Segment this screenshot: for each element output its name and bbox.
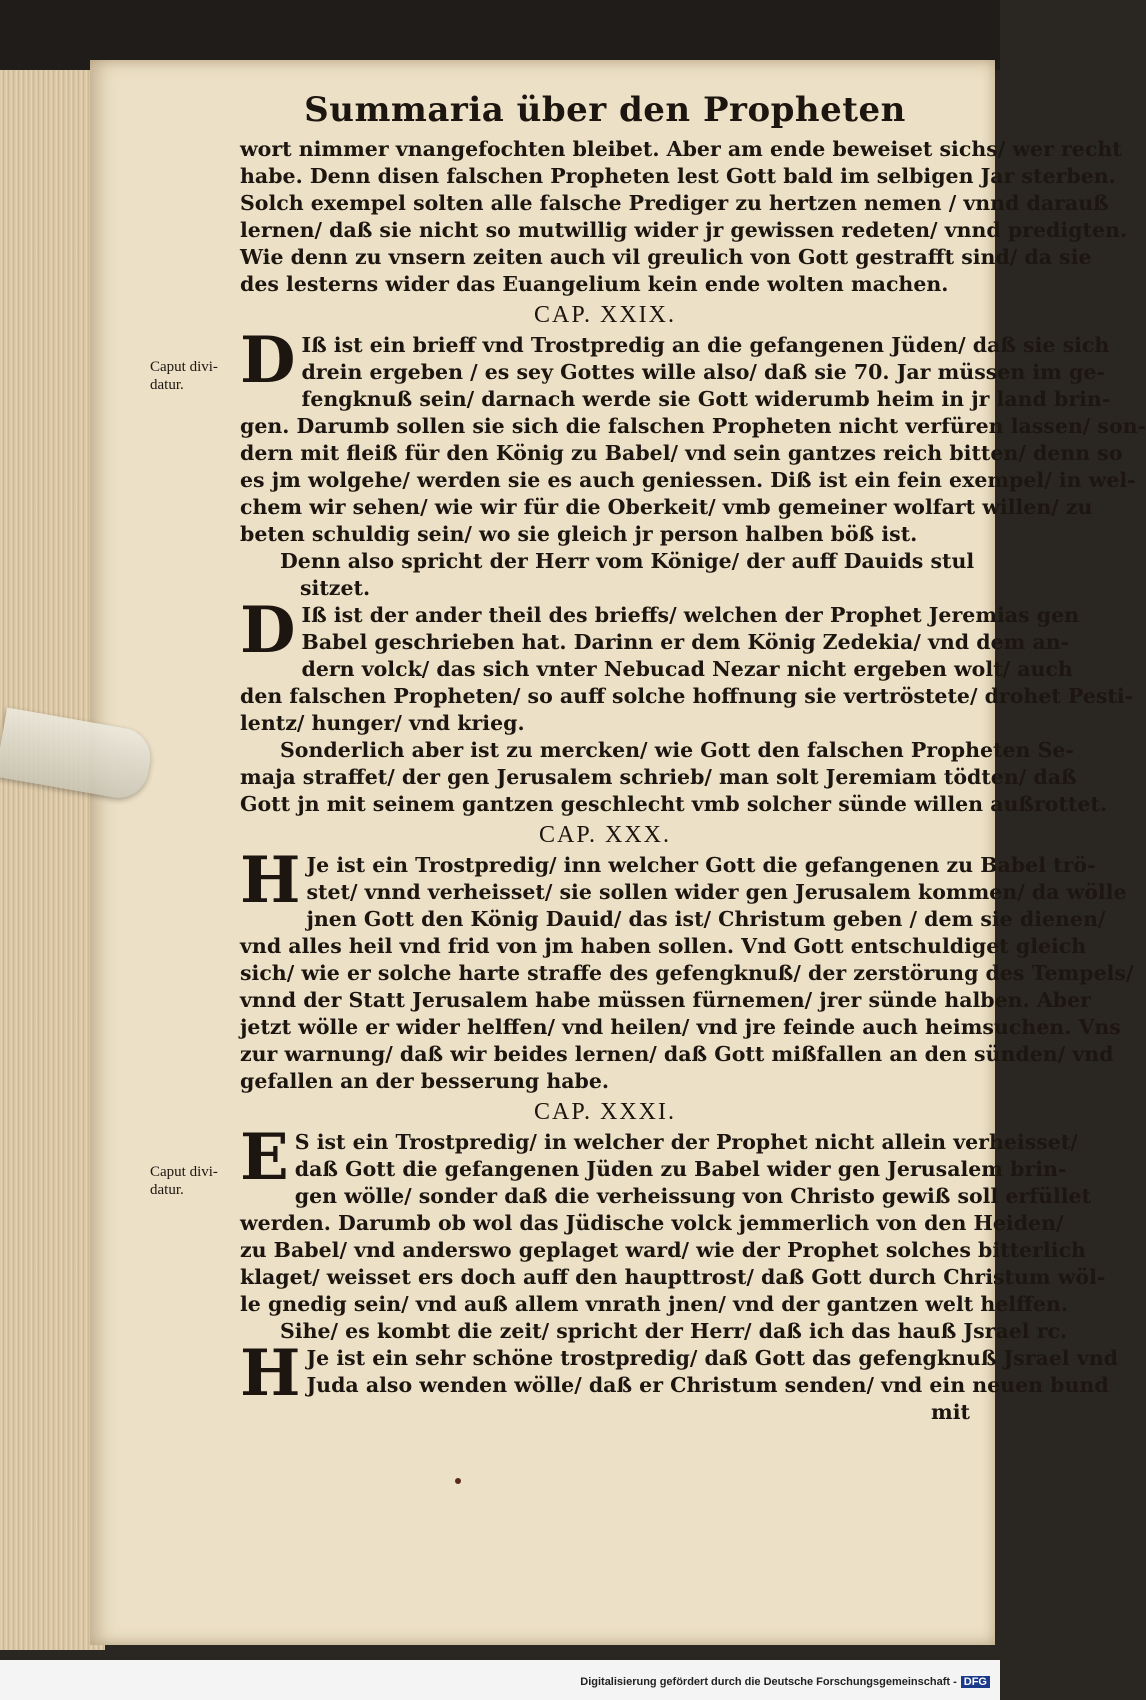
text-line: Gott jn mit seinem gantzen geschlecht vmb solcher sünde willen außrottet. — [240, 792, 1108, 816]
text-line: jnen Gott den König Dauid/ das ist/ Christum geben / dem sie dienen/ — [306, 907, 1106, 931]
text-line: gen. Darumb sollen sie sich die falschen Propheten nicht verfüren lassen/ son- — [240, 414, 1146, 438]
catchword: mit — [931, 1400, 970, 1424]
text-line: Juda also wenden wölle/ daß er Christum senden/ vnd ein neuen bund — [306, 1373, 1109, 1397]
cap31-paragraph-2 — [240, 1336, 1119, 1411]
ink-spot — [455, 1478, 461, 1484]
text-line: Wie denn zu vnsern zeiten auch vil greulich von Gott gestrafft sind/ da sie — [240, 245, 1092, 269]
verse-line: Denn also spricht der Herr vom Könige/ der auff Dauids stul — [280, 549, 975, 573]
text-line: drein ergeben / es sey Gottes wille also/ daß sie 70. Jar müssen im ge- — [301, 360, 1105, 384]
text-line: maja straffet/ der gen Jerusalem schrieb/ man solt Jeremiam tödten/ daß — [240, 765, 1077, 789]
cap29-paragraph-1 — [240, 323, 1146, 548]
text-line: zu Babel/ vnd anderswo geplaget ward/ wie der Prophet solches bitterlich — [240, 1238, 1086, 1262]
chapter-heading-31: CAP. XXXI. — [533, 1099, 676, 1125]
page-text — [240, 90, 1146, 1426]
intro-paragraph — [240, 136, 1128, 298]
drop-initial: H — [240, 843, 301, 918]
text-line: jetzt wölle er wider helffen/ vnd heilen/ vnd jre feinde auch heimsuchen. Vns — [240, 1015, 1121, 1039]
verse-line: sitzet. — [300, 576, 371, 600]
text-line: dern mit fleiß für den König zu Babel/ vnd sein gantzes reich bitten/ denn so — [240, 441, 1123, 465]
text-line: Je ist ein sehr schöne trostpredig/ daß Gott das gefengknuß Jsrael vnd — [306, 1346, 1119, 1370]
cap29-paragraph-2 — [240, 593, 1134, 737]
cap30-paragraph — [240, 843, 1134, 1095]
text-line: S ist ein Trostpredig/ in welcher der Prophet nicht allein verheisset/ — [294, 1130, 1078, 1154]
margin-note-cap29 — [150, 358, 218, 394]
text-line: Solch exempel solten alle falsche Prediger zu hertzen nemen / vnnd darauß — [240, 191, 1109, 215]
text-line: klaget/ weisset ers doch auff den haupttrost/ daß Gott durch Christum wöl- — [240, 1265, 1106, 1289]
text-line: vnnd der Statt Jerusalem habe müssen fürnemen/ jrer sünde halben. Aber — [240, 988, 1091, 1012]
text-line: den falschen Propheten/ so auff solche hoffnung sie vertröstete/ drohet Pesti- — [240, 684, 1134, 708]
text-line: chem wir sehen/ wie wir für die Oberkeit/ vmb gemeiner wolfart willen/ zu — [240, 495, 1093, 519]
margin-note-line: datur. — [150, 377, 184, 393]
running-heading: Summaria über den Propheten — [304, 90, 906, 130]
text-line: lentz/ hunger/ vnd krieg. — [240, 711, 525, 735]
verse-line: Sihe/ es kombt die zeit/ spricht der Herr/ daß ich das hauß Jsrael rc. — [280, 1319, 1068, 1343]
text-line: gen wölle/ sonder daß die verheissung von Christo gewiß soll erfüllet — [294, 1184, 1092, 1208]
chapter-heading-30: CAP. XXX. — [538, 822, 672, 848]
text-line: Je ist ein Trostpredig/ inn welcher Gott die gefangenen zu Babel trö- — [306, 853, 1096, 877]
text-line: es jm wolgehe/ werden sie es auch geniessen. Diß ist ein fein exempel/ in wel- — [240, 468, 1136, 492]
text-line: gefallen an der besserung habe. — [240, 1069, 610, 1093]
text-line: wort nimmer vnangefochten bleibet. Aber am ende beweiset sichs/ wer recht — [240, 137, 1122, 161]
drop-initial: D — [240, 593, 296, 668]
text-line: des lesterns wider das Euangelium kein ende wolten machen. — [240, 272, 949, 296]
text-line: Babel geschrieben hat. Darinn er dem König Zedekia/ vnd dem an- — [301, 630, 1070, 654]
drop-initial: D — [240, 323, 296, 398]
drop-initial: H — [240, 1336, 301, 1411]
text-line: Iß ist der ander theil des brieffs/ welchen der Prophet Jeremias gen — [301, 603, 1080, 627]
margin-note-line: Caput divi- — [150, 1164, 218, 1180]
text-line: sich/ wie er solche harte straffe des gefengknuß/ der zerstörung des Tempels/ — [240, 961, 1134, 985]
footer-credit — [580, 1676, 990, 1688]
drop-initial: E — [240, 1120, 289, 1195]
text-line: zur warnung/ daß wir beides lernen/ daß Gott mißfallen an den sünden/ vnd — [240, 1042, 1114, 1066]
text-line: fengknuß sein/ darnach werde sie Gott widerumb heim in jr land brin- — [301, 387, 1111, 411]
footer-text: Digitalisierung gefördert durch die Deutsche Forschungsgemeinschaft - — [580, 1676, 957, 1688]
text-line: Sonderlich aber ist zu mercken/ wie Gott den falschen Propheten Se- — [280, 738, 1074, 762]
text-line: beten schuldig sein/ wo sie gleich jr person halben böß ist. — [240, 522, 918, 546]
chapter-heading-29: CAP. XXIX. — [533, 302, 676, 328]
cap31-paragraph-1 — [240, 1120, 1106, 1318]
text-line: stet/ vnnd verheisset/ sie sollen wider gen Jerusalem kommen/ da wölle — [306, 880, 1127, 904]
margin-note-line: Caput divi- — [150, 359, 218, 375]
text-line: vnd alles heil vnd frid von jm haben sollen. Vnd Gott entschuldiget gleich — [240, 934, 1087, 958]
margin-note-line: datur. — [150, 1182, 184, 1198]
text-line: le gnedig sein/ vnd auß allem vnrath jnen/ vnd der gantzen welt helffen. — [240, 1292, 1069, 1316]
text-line: werden. Darumb ob wol das Jüdische volck jemmerlich von den Heiden/ — [240, 1211, 1064, 1235]
text-line: lernen/ daß sie nicht so mutwillig wider jr gewissen redeten/ vnnd predigten. — [240, 218, 1128, 242]
margin-note-cap31 — [150, 1163, 218, 1199]
text-line: daß Gott die gefangenen Jüden zu Babel wider gen Jerusalem brin- — [294, 1157, 1067, 1181]
text-line: habe. Denn disen falschen Propheten lest Gott bald im selbigen Jar sterben. — [240, 164, 1116, 188]
text-line: Iß ist ein brieff vnd Trostpredig an die gefangenen Jüden/ daß sie sich — [301, 333, 1110, 357]
dfg-logo: DFG — [961, 1676, 990, 1688]
text-line: dern volck/ das sich vnter Nebucad Nezar nicht ergeben wolt/ auch — [301, 657, 1073, 681]
